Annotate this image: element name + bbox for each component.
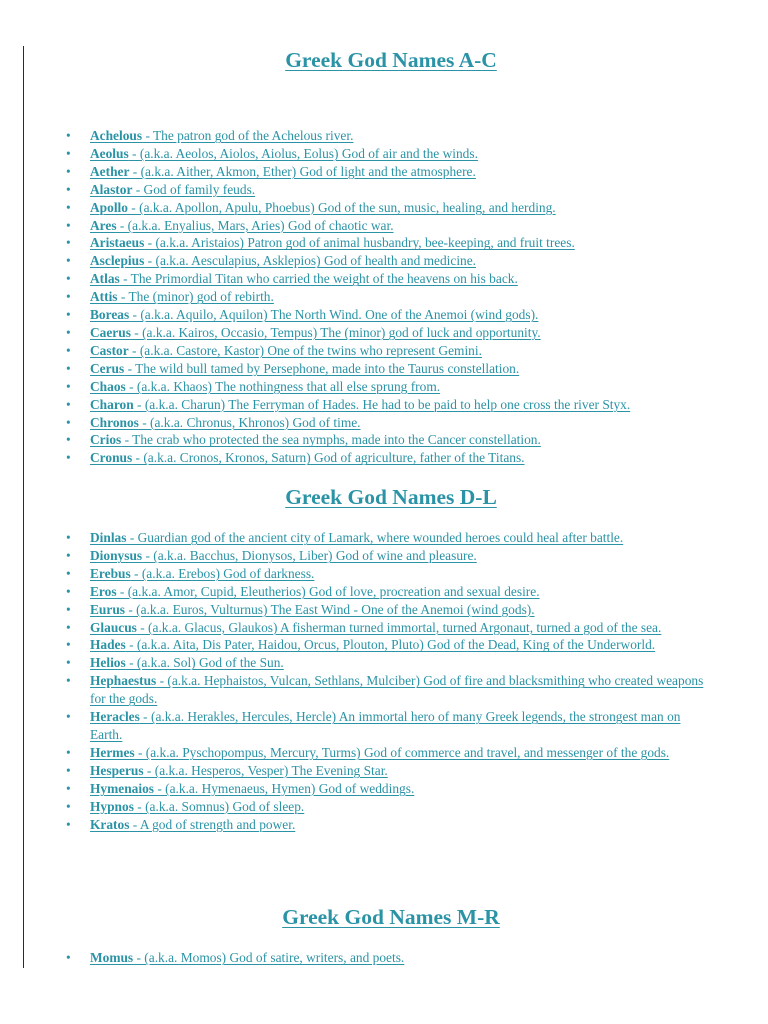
god-name: Glaucus (90, 619, 137, 635)
list-item[interactable] (66, 360, 716, 378)
god-description: - A god of strength and power. (129, 816, 296, 832)
god-list-d-l (66, 529, 716, 833)
list-item[interactable] (66, 145, 716, 163)
god-description: - (a.k.a. Aesculapius, Asklepios) God of health and medicine. (144, 253, 477, 269)
god-name: Charon (90, 396, 134, 412)
god-description: - (a.k.a. Aristaios) Patron god of animal husbandry, bee-keeping, and fruit trees. (144, 235, 575, 251)
list-item[interactable] (66, 431, 716, 449)
list-item[interactable] (66, 762, 716, 780)
god-description: - (a.k.a. Castore, Kastor) One of the twins who represent Gemini. (128, 342, 482, 358)
god-description: - (a.k.a. Amor, Cupid, Eleutherios) God of love, procreation and sexual desire. (116, 583, 540, 599)
god-name: Cerus (90, 360, 125, 376)
god-name: Hypnos (90, 798, 134, 814)
god-name: Chronos (90, 414, 139, 430)
list-item[interactable] (66, 252, 716, 270)
god-description: - (a.k.a. Somnus) God of sleep. (133, 798, 305, 814)
list-item[interactable] (66, 583, 716, 601)
god-description: - (a.k.a. Hephaistos, Vulcan, Sethlans, Mulciber) God of fire and blacksmithing who created weapons for the gods. (90, 673, 704, 707)
list-item[interactable] (66, 619, 716, 637)
list-item[interactable] (66, 601, 716, 619)
page-margin-rule (23, 46, 24, 968)
god-name: Erebus (90, 565, 131, 581)
list-item[interactable] (66, 163, 716, 181)
god-description: - (a.k.a. Pyschopompus, Mercury, Turms) God of commerce and travel, and messenger of the gods. (134, 744, 670, 760)
god-name: Crios (90, 432, 122, 448)
god-name: Alastor (90, 181, 133, 197)
god-name: Boreas (90, 307, 130, 323)
list-item[interactable] (66, 636, 716, 654)
list-item[interactable] (66, 529, 716, 547)
god-name: Asclepius (90, 253, 145, 269)
list-item[interactable] (66, 949, 716, 967)
section-title-d-l: Greek God Names D-L (285, 485, 497, 509)
god-description: - Guardian god of the ancient city of Lamark, where wounded heroes could heal after battle. (126, 530, 624, 545)
god-description: - (a.k.a. Apollon, Apulu, Phoebus) God of the sun, music, healing, and herding. (127, 199, 556, 215)
god-list-m-r (66, 949, 716, 967)
god-description: - God of family feuds. (132, 181, 256, 197)
section-title-m-r: Greek God Names M-R (282, 905, 500, 929)
god-description: - The crab who protected the sea nymphs, made into the Cancer constellation. (121, 432, 541, 448)
god-name: Hermes (90, 744, 135, 760)
god-description: - (a.k.a. Khaos) The nothingness that all else sprung from. (125, 378, 441, 394)
list-item[interactable] (66, 306, 716, 324)
god-name: Kratos (90, 816, 130, 832)
god-description: - The Primordial Titan who carried the weight of the heavens on his back. (119, 271, 518, 287)
god-description: - (a.k.a. Aeolos, Aiolos, Aiolus, Eolus) God of air and the winds. (128, 145, 478, 161)
god-name: Hymenaios (90, 780, 154, 796)
god-description: - (a.k.a. Sol) God of the Sun. (125, 655, 284, 671)
list-item[interactable] (66, 798, 716, 816)
god-name: Attis (90, 289, 118, 305)
god-description: - (a.k.a. Bacchus, Dionysos, Liber) God of wine and pleasure. (142, 547, 477, 563)
list-item[interactable] (66, 199, 716, 217)
list-item[interactable] (66, 672, 716, 708)
god-name: Aeolus (90, 145, 129, 161)
list-item[interactable] (66, 654, 716, 672)
list-item[interactable] (66, 217, 716, 235)
god-description: - (a.k.a. Erebos) God of darkness. (130, 565, 315, 581)
list-item[interactable] (66, 181, 716, 199)
god-name: Atlas (90, 271, 120, 287)
god-description: - (a.k.a. Aquilo, Aquilon) The North Wind. One of the Anemoi (wind gods). (129, 307, 539, 323)
god-description: - (a.k.a. Aita, Dis Pater, Haidou, Orcus, Plouton, Pluto) God of the Dead, King of the Underworld. (125, 637, 656, 653)
list-item[interactable] (66, 449, 716, 467)
god-description: - (a.k.a. Chronus, Khronos) God of time. (138, 414, 361, 430)
list-item[interactable] (66, 234, 716, 252)
god-description: - (a.k.a. Momos) God of satire, writers, and poets. (133, 950, 405, 965)
god-description: - (a.k.a. Kairos, Occasio, Tempus) The (minor) god of luck and opportunity. (130, 324, 541, 340)
god-name: Eurus (90, 601, 125, 617)
god-name: Momus (90, 950, 134, 965)
list-item[interactable] (66, 708, 716, 744)
god-description: - The wild bull tamed by Persephone, made into the Taurus constellation. (124, 360, 520, 376)
god-name: Heracles (90, 709, 140, 725)
god-name: Cronus (90, 450, 133, 466)
list-item[interactable] (66, 127, 716, 145)
god-name: Ares (90, 217, 117, 233)
god-name: Apollo (90, 199, 128, 215)
list-item[interactable] (66, 547, 716, 565)
god-name: Hesperus (90, 762, 144, 778)
god-list-a-c (66, 127, 716, 467)
god-description: - (a.k.a. Glacus, Glaukos) A fisherman turned immortal, turned Argonaut, turned a god of the sea. (136, 619, 662, 635)
god-name: Castor (90, 342, 129, 358)
god-name: Dinlas (90, 530, 127, 545)
god-description: - (a.k.a. Herakles, Hercules, Hercle) An immortal hero of many Greek legends, the strongest man on Earth. (90, 709, 681, 742)
list-item[interactable] (66, 342, 716, 360)
list-item[interactable] (66, 324, 716, 342)
god-name: Achelous (90, 128, 143, 143)
god-name: Caerus (90, 324, 131, 340)
god-description: - (a.k.a. Aither, Akmon, Ether) God of light and the atmosphere. (129, 163, 476, 179)
list-item[interactable] (66, 816, 716, 834)
god-description: - (a.k.a. Cronos, Kronos, Saturn) God of agriculture, father of the Titans. (132, 450, 525, 466)
god-name: Chaos (90, 378, 126, 394)
god-name: Hades (90, 637, 126, 653)
god-description: - (a.k.a. Charun) The Ferryman of Hades. He had to be paid to help one cross the river Styx. (133, 396, 631, 412)
god-name: Aristaeus (90, 235, 145, 251)
god-description: - The patron god of the Achelous river. (142, 128, 354, 143)
list-item[interactable] (66, 270, 716, 288)
god-name: Hephaestus (90, 673, 157, 689)
god-name: Helios (90, 655, 126, 671)
section-title-a-c: Greek God Names A-C (285, 48, 497, 72)
god-description: - (a.k.a. Enyalius, Mars, Aries) God of chaotic war. (116, 217, 394, 233)
list-item[interactable] (66, 744, 716, 762)
list-item[interactable] (66, 414, 716, 432)
list-item[interactable] (66, 378, 716, 396)
god-name: Aether (90, 163, 130, 179)
list-item[interactable] (66, 396, 716, 414)
god-description: - (a.k.a. Hesperos, Vesper) The Evening Star. (143, 762, 388, 778)
god-description: - (a.k.a. Euros, Vulturnus) The East Wind - One of the Anemoi (wind gods). (124, 601, 535, 617)
list-item[interactable] (66, 565, 716, 583)
god-description: - (a.k.a. Hymenaeus, Hymen) God of weddings. (153, 780, 415, 796)
god-description: - The (minor) god of rebirth. (117, 289, 274, 305)
god-name: Dionysus (90, 547, 143, 563)
god-name: Eros (90, 583, 117, 599)
list-item[interactable] (66, 288, 716, 306)
list-item[interactable] (66, 780, 716, 798)
